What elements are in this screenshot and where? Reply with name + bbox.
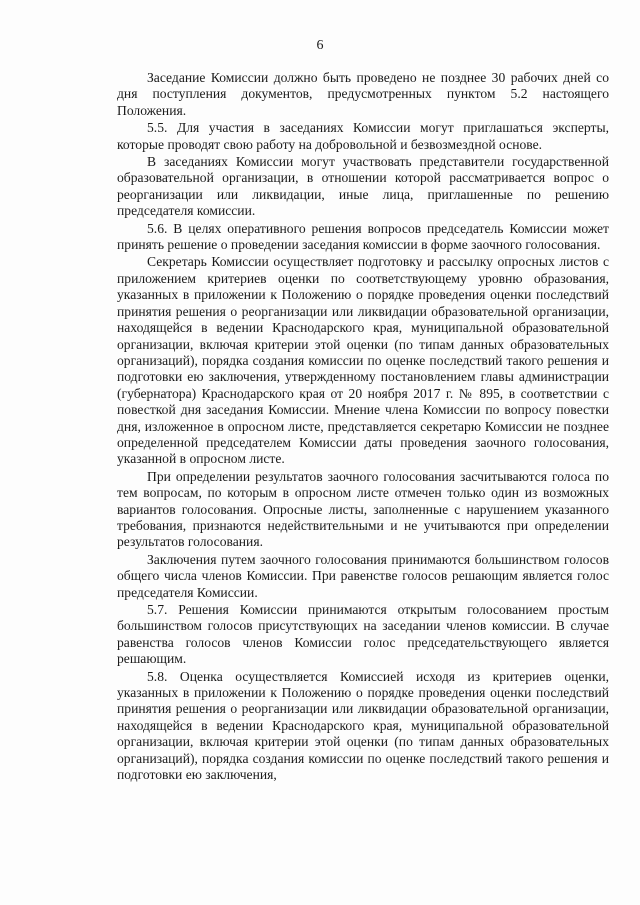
paragraph: 5.7. Решения Комиссии принимаются открытым голосованием простым большинством голосов присутствующих на заседании членов комиссии. В случае равенства голосов членов Комиссии голос председательствующего является решающим. [117, 602, 609, 667]
paragraph: В заседаниях Комиссии могут участвовать представители государственной образовательной организации, в отношении которой рассматривается вопрос о реорганизации или ликвидации, иные лица, приглашенные по решению председателя комиссии. [117, 154, 609, 219]
page-number: 6 [316, 38, 324, 53]
paragraph: 5.8. Оценка осуществляется Комиссией исходя из критериев оценки, указанных в приложении к Положению о порядке проведения оценки последствий принятия решения о реорганизации или ликвидации образовательной организации, находящейся в ведении Краснодарского края, муниципальной образовательной организации, включая критерии этой оценки (по типам данных образовательных организаций), порядка создания комиссии по оценке последствий такого решения и подготовки ею заключения, [117, 668, 609, 783]
paragraph: При определении результатов заочного голосования засчитываются голоса по тем вопросам, по которым в опросном листе отмечен только один из возможных вариантов голосования. Опросные листы, заполненные с нарушением указанного требования, признаются недействительными и не учитываются при определении результатов голосования. [117, 468, 609, 550]
paragraph: Заседание Комиссии должно быть проведено не позднее 30 рабочих дней со дня поступления документов, предусмотренных пунктом 5.2 настоящего Положения. [117, 70, 609, 118]
paragraph: 5.6. В целях оперативного решения вопросов председатель Комиссии может принять решение о проведении заседания комиссии в форме заочного голосования. [117, 220, 609, 253]
paragraph: Заключения путем заочного голосования принимаются большинством голосов общего числа членов Комиссии. При равенстве голосов решающим является голос председателя Комиссии. [117, 551, 609, 600]
paragraph: Секретарь Комиссии осуществляет подготовку и рассылку опросных листов с приложением критериев оценки по соответствующему уровню образования, указанных в приложении к Положению о порядке проведения оценки последствий принятия решения о реорганизации или ликвидации образовательной организации, находящейся в ведении Краснодарского края, муниципальной образовательной организации, включая критерии этой оценки (по типам данных образовательных организаций), порядка создания комиссии по оценке последствий такого решения и подготовки ею заключения, утвержденному постановлением главы администрации (губернатора) Краснодарского края от 20 ноября 2017 г. № 895, в соответствии с повесткой дня заседания Комиссии. Мнение члена Комиссии по вопросу повестки дня, изложенное в опросном листе, представляется секретарю Комиссии не позднее определенной председателем Комиссии даты проведения заочного голосования, указанной в опросном листе. [117, 254, 609, 467]
document-body [117, 70, 609, 784]
paragraph: 5.5. Для участия в заседаниях Комиссии могут приглашаться эксперты, которые проводят свою работу на добровольной и безвозмездной основе. [117, 120, 609, 152]
